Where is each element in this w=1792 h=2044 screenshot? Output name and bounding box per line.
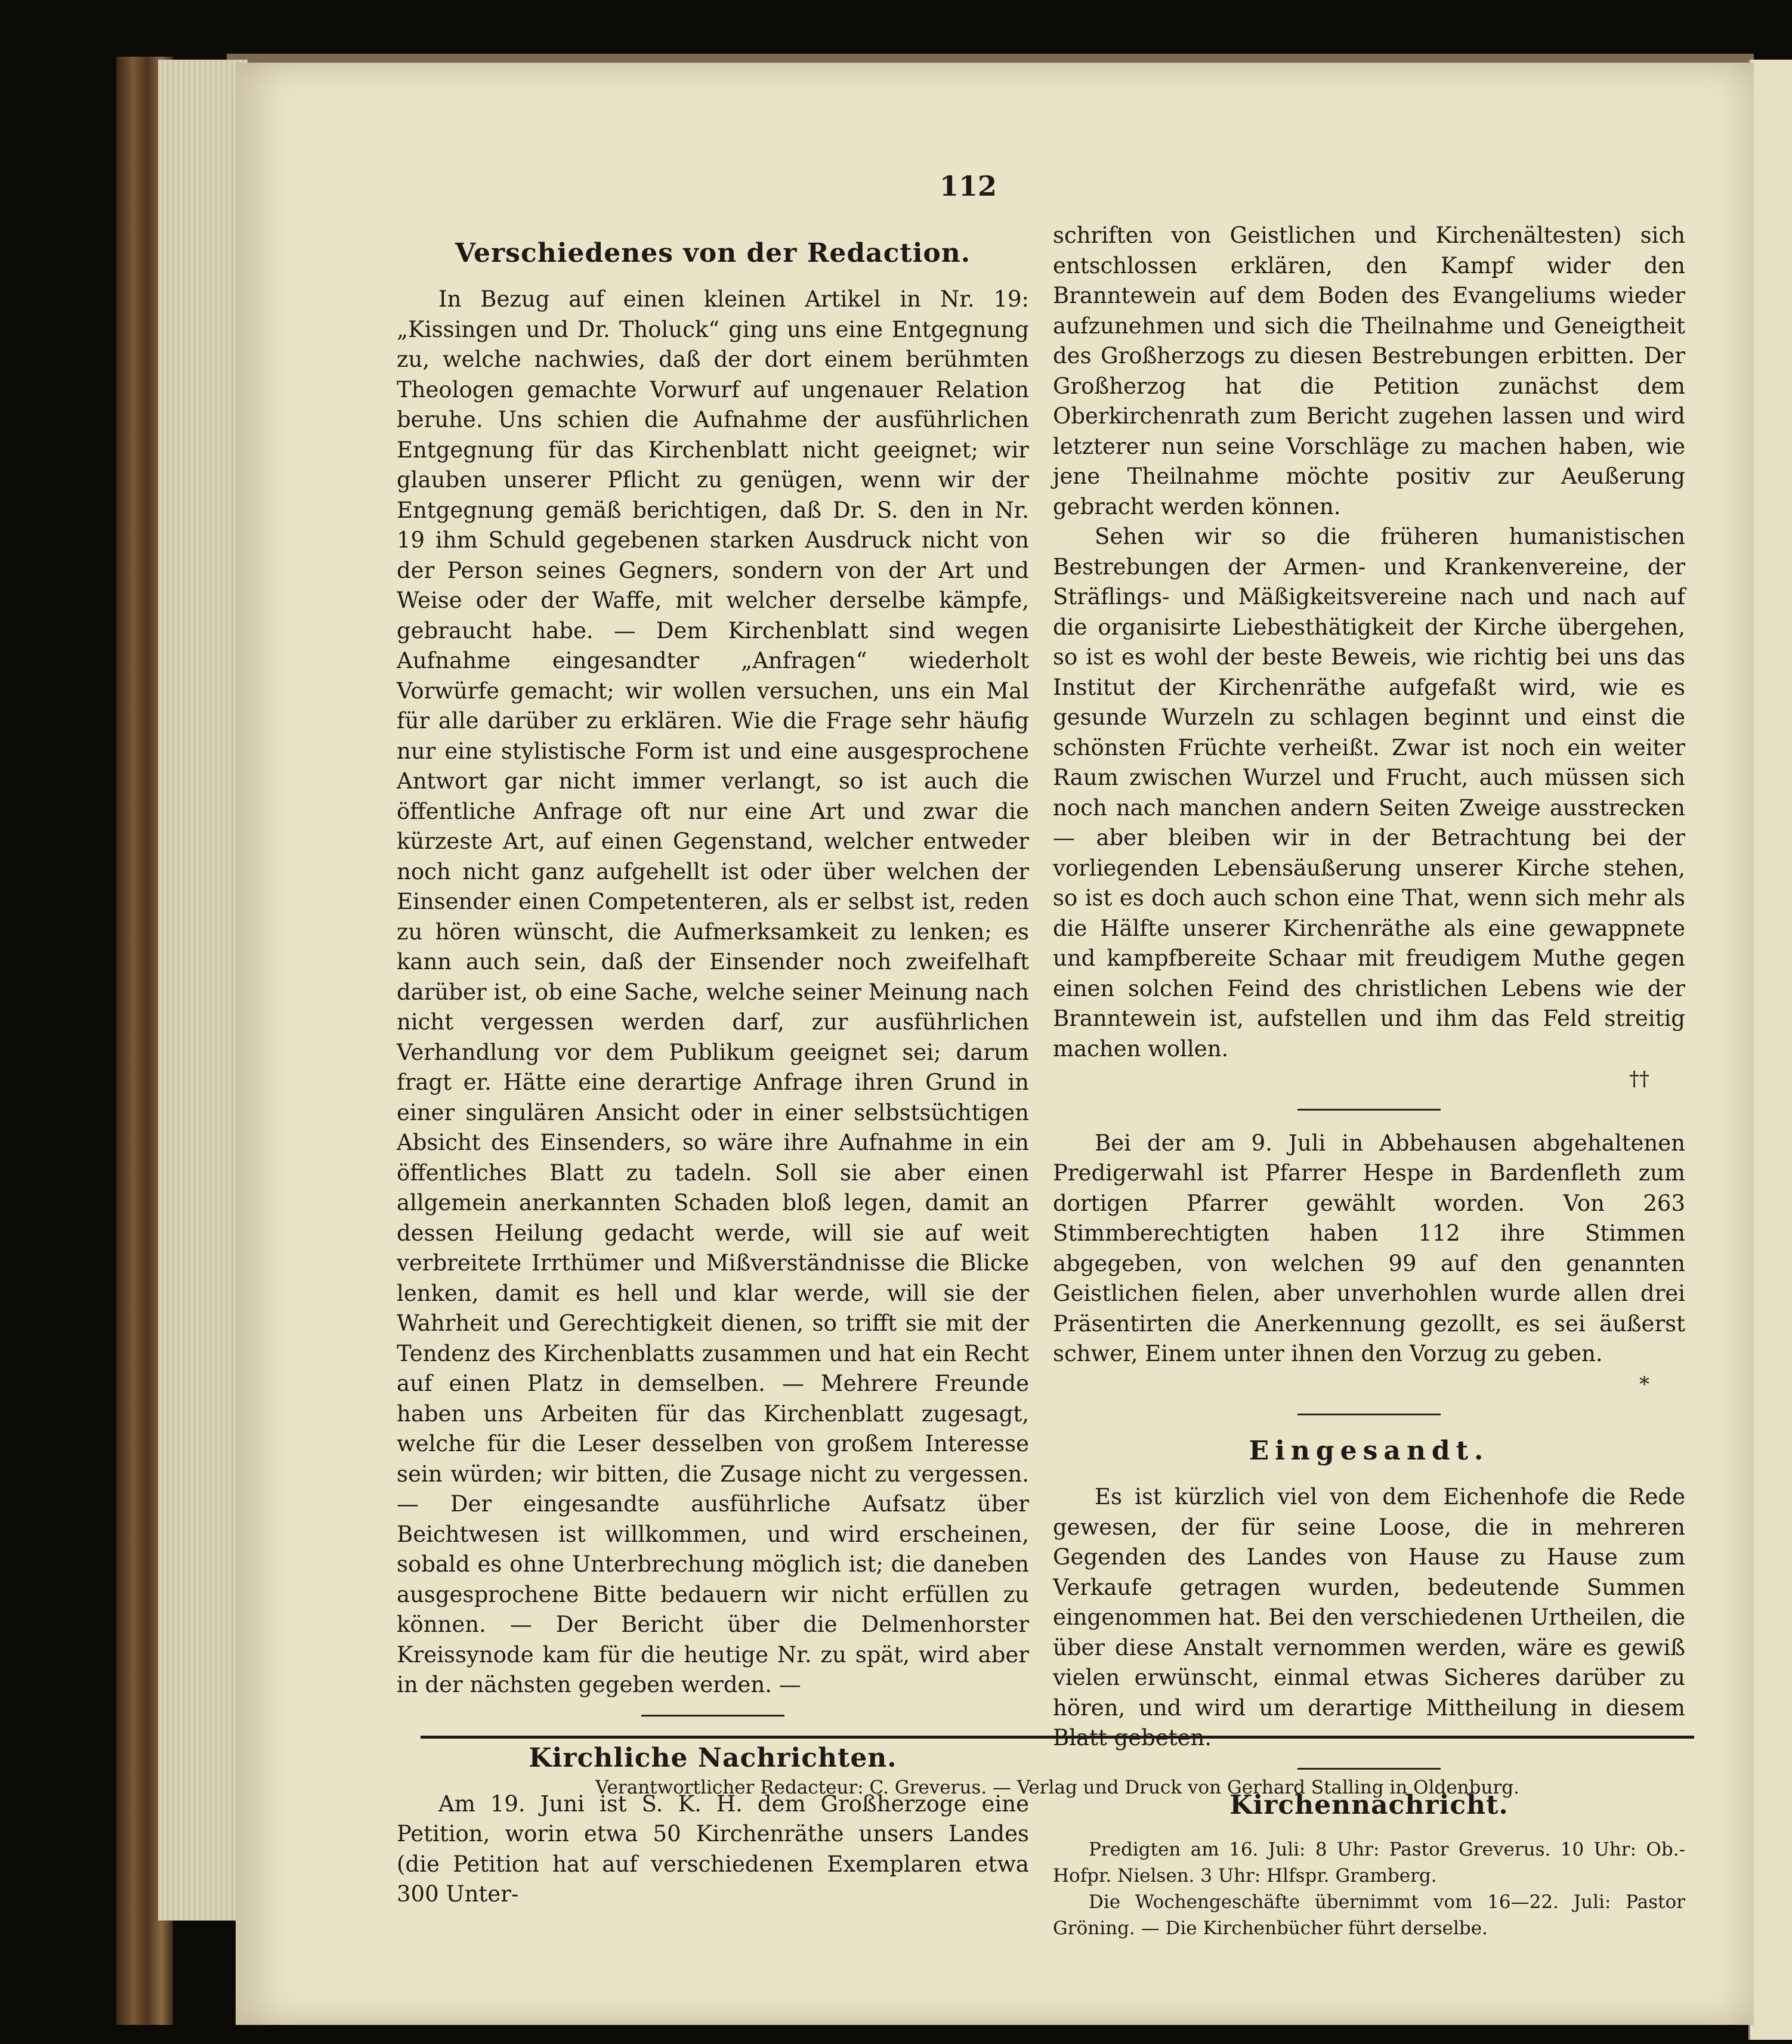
predigten-line: Predigten am 16. Juli: 8 Uhr: Pastor Greverus. 10 Uhr: Ob.-Hofpr. Nielsen. 3 Uhr: Hlfspr. Gramberg. — [1053, 1838, 1685, 1887]
section-title-redaction: Verschiedenes von der Redaction. — [455, 238, 971, 268]
section-title-eingesandt: Eingesandt. — [1249, 1436, 1490, 1466]
section-divider — [1297, 1414, 1441, 1415]
footer-rule — [421, 1736, 1694, 1739]
eingesandt-paragraph: Es ist kürzlich viel von dem Eichenhofe die Rede gewesen, der für seine Loose, die in mehreren Gegenden des Landes von Hause zu Hause zum Verkaufe getragen wurden, bedeutende Summen eingenommen hat. Bei den verschiedenen Urtheilen, die über diese Anstalt vernommen werden, wäre es gewiß vielen erwünscht, einmal etwas Sicheres darüber zu hören, und wird um derartige Mittheilung in diesem Blatt gebeten. — [1053, 1484, 1685, 1751]
imprint-footer: Verantwortlicher Redacteur: C. Greverus. — Verlag und Druck von Gerhard Stalling in Oldenburg. — [595, 1777, 1519, 1798]
page-edges — [158, 60, 248, 1921]
redaction-paragraph: In Bezug auf einen kleinen Artikel in Nr. 19: „Kissingen und Dr. Tholuck“ ging uns eine Entgegnung zu, welche nachwies, daß der dort einem berühmten Theologen gemachte Vorwurf auf ungenauer Relation beruhe. Uns schien die Aufnahme der ausführlichen Entgegnung für das Kirchenblatt nicht geeignet; wir glauben unserer Pflicht zu genügen, wenn wir der Entgegnung gemäß berichtigen, daß Dr. S. den in Nr. 19 ihm Schuld gegebenen starken Ausdruck nicht von der Person seines Gegners, sondern von der Art und Weise oder der Waffe, mit welcher derselbe kämpfe, gebraucht habe. — Dem Kirchenblatt sind wegen Aufnahme eingesandter „Anfragen“ wiederholt Vorwürfe gemacht; wir wollen versuchen, uns ein Mal für alle darüber zu erklären. Wie die Frage sehr häufig nur eine stylistische Form ist und eine ausgesprochene Antwort gar nicht immer verlangt, so ist auch die öffentliche Anfrage oft nur eine Art und zwar die kürzeste Art, auf einen Gegenstand, welcher entweder noch nicht ganz aufgehellt ist oder über welchen der Einsender einen Competenteren, als er selbst ist, reden zu hören wünscht, die Aufmerksamkeit zu lenken; es kann auch sein, daß der Einsender noch zweifelhaft darüber ist, ob eine Sache, welche seiner Meinung nach nicht vergessen werden darf, zur ausführlichen Verhandlung vor dem Publikum geeignet sei; darum fragt er. Hätte eine derartige Anfrage ihren Grund in einer singulären Ansicht oder in einer selbstsüchtigen Absicht des Einsenders, so wäre ihre Aufnahme in ein öffentliches Blatt zu tadeln. Soll sie aber einen allgemein anerkannten Schaden bloß legen, damit an dessen Heilung gedacht werde, will sie auf weit verbreitete Irrthümer und Mißverständnisse die Blicke lenken, damit es hell und klar werde, will sie der Wahrheit und Gerechtigkeit dienen, so trifft sie mit der Tendenz des Kirchenblatts zusammen und hat ein Recht auf einen Platz in demselben. — Mehrere Freunde haben uns Arbeiten für das Kirchenblatt zugesagt, welche für die Leser desselben von großem Interesse sein würden; wir bitten, die Zusage nicht zu vergessen. — Der eingesandte ausführliche Aufsatz über Beichtwesen ist willkommen, und wird erscheinen, sobald es ohne Unterbrechung möglich ist; die daneben ausgesprochene Bitte bedauern wir nicht erfüllen zu können. — Der Bericht über die Delmenhorster Kreissynode kam für die heutige Nr. zu spät, wird aber in der nächsten gegeben werden. — — [397, 286, 1029, 1697]
author-mark-daggers: †† — [1629, 1067, 1649, 1091]
section-title-kirchennachricht: Kirchennachricht. — [1229, 1789, 1509, 1820]
wochengeschaefte-line: Die Wochengeschäfte übernimmt vom 16—22. Juli: Pastor Gröning. — Die Kirchenbücher führt derselbe. — [1053, 1891, 1685, 1939]
author-mark-asterisk: * — [1639, 1372, 1649, 1396]
section-title-kirchliche-nachrichten: Kirchliche Nachrichten. — [529, 1742, 897, 1773]
petition-commentary: Sehen wir so die früheren humanistischen Bestrebungen der Armen- und Krankenvereine, der Sträflings- und Mäßigkeitsvereine nach und nach auf die organisirte Liebesthätigkeit der Kirche übergehen, so ist es wohl der beste Beweis, wie richtig bei uns das Institut der Kirchenräthe aufgefaßt wird, wie es gesunde Wurzeln zu schlagen beginnt und einst die schönsten Früchte verheißt. Zwar ist noch ein weiter Raum zwischen Wurzel und Frucht, auch müssen sich noch nach manchen andern Seiten Zweige ausstrecken — aber bleiben wir in der Betrachtung bei der vorliegenden Lebensäußerung unserer Kirche stehen, so ist es doch auch schon eine That, wenn sich mehr als die Hälfte unserer Kirchenräthe als eine gewappnete und kampfbereite Schaar mit freudigem Muthe gegen einen solchen Feind des christlichen Lebens wie der Branntewein ist, aufstellen und ihm das Feld streitig machen wollen. — [1053, 524, 1685, 1062]
facing-page-edge — [1748, 60, 1792, 2040]
predigerwahl-paragraph: Bei der am 9. Juli in Abbehausen abgehaltenen Predigerwahl ist Pfarrer Hespe in Bardenfleth zum dortigen Pfarrer gewählt worden. Von 263 Stimmberechtigten haben 112 ihre Stimmen abgegeben, von welchen 99 auf den genannten Geistlichen fielen, aber unverhohlen wurde allen drei Präsentirten die Anerkennung gezollt, es sei äußerst schwer, Einem unter ihnen den Vorzug zu geben. — [1053, 1130, 1685, 1366]
left-column — [397, 236, 1029, 1910]
kirchliche-nachrichten-paragraph: Am 19. Juni ist S. K. H. dem Großherzoge eine Petition, worin etwa 50 Kirchenräthe unsers Landes (die Petition hat auf verschiedenen Exemplaren etwa 300 Unter- — [397, 1791, 1029, 1907]
petition-continuation: schriften von Geistlichen und Kirchenältesten) sich entschlossen erklären, den Kampf wider den Branntewein auf dem Boden des Evangeliums wieder aufzunehmen und sich die Theilnahme und Geneigtheit des Großherzogs zu diesen Bestrebungen erbitten. Der Großherzog hat die Petition zunächst dem Oberkirchenrath zum Bericht zugehen lassen und wird letzterer nun seine Vorschläge zu machen haben, wie jene Theilnahme möchte positiv zur Aeußerung gebracht werden können. — [1053, 222, 1685, 519]
section-divider — [1297, 1109, 1441, 1111]
page-number: 112 — [940, 170, 997, 202]
section-divider — [1297, 1768, 1441, 1770]
right-column — [1053, 221, 1685, 1941]
kirchennachricht-notice — [1053, 1836, 1685, 1941]
section-divider — [641, 1715, 784, 1717]
